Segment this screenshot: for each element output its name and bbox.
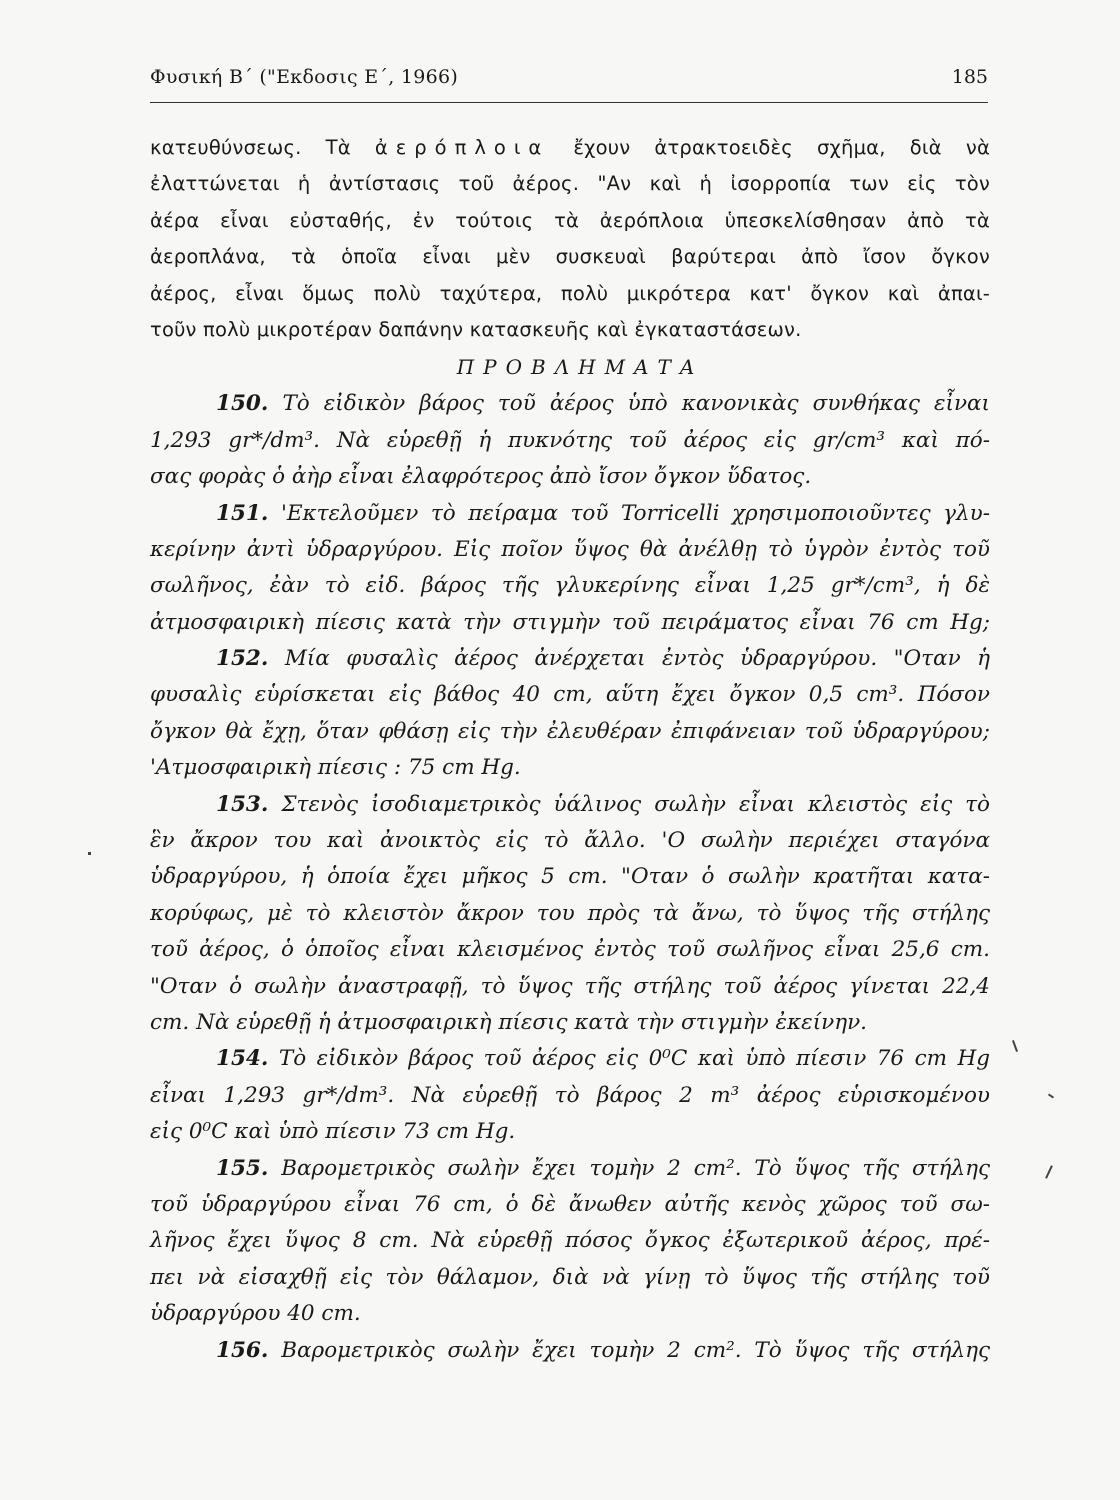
text-line: 151. 'Εκτελοῦμεν τὸ πείραμα τοῦ Torricelli χρησιμοποιοῦντες γλυ-	[216, 500, 990, 526]
text-line: τοῦ ὑδραργύρου εἶναι 76 cm, ὁ δὲ ἄνωθεν αὐτῆς κενὸς χῶρος τοῦ σω-	[150, 1191, 990, 1217]
problem-item	[150, 1041, 990, 1150]
text-line: 150. Τὸ εἰδικὸν βάρος τοῦ ἀέρος ὑπὸ κανονικὰς συνθήκας εἶναι	[216, 391, 990, 417]
spaced-word: ἀερόπλοια	[374, 136, 550, 159]
text-line: κορύφως, μὲ τὸ κλειστὸν ἄκρον του πρὸς τὰ ἄνω, τὸ ὕψος τῆς στήλης	[150, 900, 990, 926]
text-line: τοῦ ἀέρος, ὁ ὁποῖος εἶναι κλεισμένος ἐντὸς τοῦ σωλῆνος εἶναι 25,6 cm.	[150, 937, 990, 963]
text-line: 1,293 gr*/dm³. Νὰ εὑρεθῇ ἡ πυκνότης τοῦ ἀέρος εἰς gr/cm³ καὶ πό-	[150, 427, 990, 453]
problems-list	[150, 386, 990, 1369]
text-line: ἀέρα εἶναι εὐσταθής, ἐν τούτοις τὰ ἀερόπλοια ὑπεσκελίσθησαν ἀπὸ τὰ	[150, 208, 990, 232]
section-heading: ΠΡΟΒΛΗΜΑΤΑ	[456, 355, 704, 380]
text-line: ἀέρος, εἶναι ὅμως πολὺ ταχύτερα, πολὺ μικρότερα κατ' ὄγκον καὶ ἀπαι-	[150, 281, 990, 305]
problem-number: 156.	[216, 1337, 269, 1363]
text-line: σας φορὰς ὁ ἀὴρ εἶναι ἐλαφρότερος ἀπὸ ἴσον ὄγκον ὕδατος.	[150, 464, 812, 490]
problem-item	[150, 386, 990, 495]
text-line: λῆνος ἔχει ὕψος 8 cm. Νὰ εὑρεθῇ πόσος ὄγκος ἐξωτερικοῦ ἀέρος, πρέ-	[150, 1228, 990, 1254]
text-line: κατευθύνσεως. Τὰ ἀερόπλοια ἔχουν ἀτρακτοειδὲς σχῆμα, διὰ νὰ	[150, 136, 991, 159]
text-line: 155. Βαρομετρικὸς σωλὴν ἔχει τομὴν 2 cm². Τὸ ὕψος τῆς στήλης	[216, 1155, 990, 1181]
text-line: εἰς 0⁰C καὶ ὑπὸ πίεσιν 73 cm Hg.	[150, 1119, 516, 1145]
text-line: τοῦν πολὺ μικροτέραν δαπάνην κατασκευῆς καὶ ἐγκαταστάσεων.	[150, 317, 802, 341]
text-line: 156. Βαρομετρικὸς σωλὴν ἔχει τομὴν 2 cm². Τὸ ὕψος τῆς στήλης	[216, 1337, 990, 1363]
problem-item	[150, 1333, 990, 1369]
problem-number: 154.	[216, 1046, 269, 1072]
problem-item	[150, 496, 990, 642]
scan-speck	[1048, 1093, 1054, 1098]
problem-item	[150, 641, 990, 787]
text-line: ἀεροπλάνα, τὰ ὁποῖα εἶναι μὲν συσκευαὶ βαρύτεραι ἀπὸ ἴσον ὄγκον	[150, 245, 990, 269]
page-body	[150, 130, 990, 1369]
text-line: ἓν ἄκρον του καὶ ἀνοικτὸς εἰς τὸ ἄλλο. 'Ο σωλὴν περιέχει σταγόνα	[150, 828, 990, 854]
text-line: 152. Μία φυσαλὶς ἀέρος ἀνέρχεται ἐντὸς ὑδραργύρου. "Οταν ἡ	[216, 646, 990, 672]
problem-item	[150, 787, 990, 1042]
problem-number: 153.	[216, 791, 269, 817]
text-line: ὑδραργύρου 40 cm.	[150, 1301, 361, 1327]
text-line: ἐλαττώνεται ἡ ἀντίστασις τοῦ ἀέρος. "Αν καὶ ἡ ἰσορροπία των εἰς τὸν	[150, 172, 990, 196]
text-line: 'Ατμοσφαιρικὴ πίεσις : 75 cm Hg.	[150, 755, 521, 781]
running-title: Φυσική Β΄ ("Εκδοσις Ε΄, 1966)	[150, 66, 459, 88]
text-line: ἀτμοσφαιρικὴ πίεσις κατὰ τὴν στιγμὴν τοῦ πειράματος εἶναι 76 cm Hg;	[150, 609, 990, 635]
text-line: "Οταν ὁ σωλὴν ἀναστραφῇ, τὸ ὕψος τῆς στήλης τοῦ ἀέρος γίνεται 22,4	[150, 973, 990, 999]
text-line: 154. Τὸ εἰδικὸν βάρος τοῦ ἀέρος εἰς 0⁰C καὶ ὑπὸ πίεσιν 76 cm Hg	[216, 1046, 990, 1072]
running-header	[150, 62, 988, 103]
problem-number: 152.	[216, 646, 269, 672]
text-line: σωλῆνος, ἐὰν τὸ εἰδ. βάρος τῆς γλυκερίνης εἶναι 1,25 gr*/cm³, ἡ δὲ	[150, 573, 990, 599]
scan-speck	[1012, 1040, 1018, 1052]
problem-item	[150, 1151, 990, 1333]
problem-number: 151.	[216, 500, 269, 526]
scan-speck	[88, 852, 91, 855]
problem-number: 155.	[216, 1155, 269, 1181]
page-number: 185	[951, 66, 988, 88]
problem-number: 150.	[216, 391, 269, 417]
text-line: 153. Στενὸς ἰσοδιαμετρικὸς ὑάλινος σωλὴν εἶναι κλειστὸς εἰς τὸ	[216, 791, 990, 817]
text-line: ὑδραργύρου, ἡ ὁποία ἔχει μῆκος 5 cm. "Οταν ὁ σωλὴν κρατῆται κατα-	[150, 864, 990, 890]
text-line: κερίνην ἀντὶ ὑδραργύρου. Εἰς ποῖον ὕψος θὰ ἀνέλθῃ τὸ ὑγρὸν ἐντὸς τοῦ	[150, 536, 990, 562]
scan-speck	[1045, 1165, 1053, 1179]
text-line: cm. Νὰ εὑρεθῇ ἡ ἀτμοσφαιρικὴ πίεσις κατὰ τὴν στιγμὴν ἐκείνην.	[150, 1009, 868, 1035]
text-line: εἶναι 1,293 gr*/dm³. Νὰ εὑρεθῇ τὸ βάρος 2 m³ ἀέρος εὑρισκομένου	[150, 1082, 990, 1108]
text-line: ὄγκον θὰ ἔχῃ, ὅταν φθάσῃ εἰς τὴν ἐλευθέραν ἐπιφάνειαν τοῦ ὑδραργύρου;	[150, 718, 990, 744]
text-line: πει νὰ εἰσαχθῇ εἰς τὸν θάλαμον, διὰ νὰ γίνῃ τὸ ὕψος τῆς στήλης τοῦ	[150, 1264, 990, 1290]
text-line: φυσαλὶς εὑρίσκεται εἰς βάθος 40 cm, αὕτη ἔχει ὄγκον 0,5 cm³. Πόσον	[150, 682, 990, 708]
intro-paragraph	[150, 130, 990, 348]
